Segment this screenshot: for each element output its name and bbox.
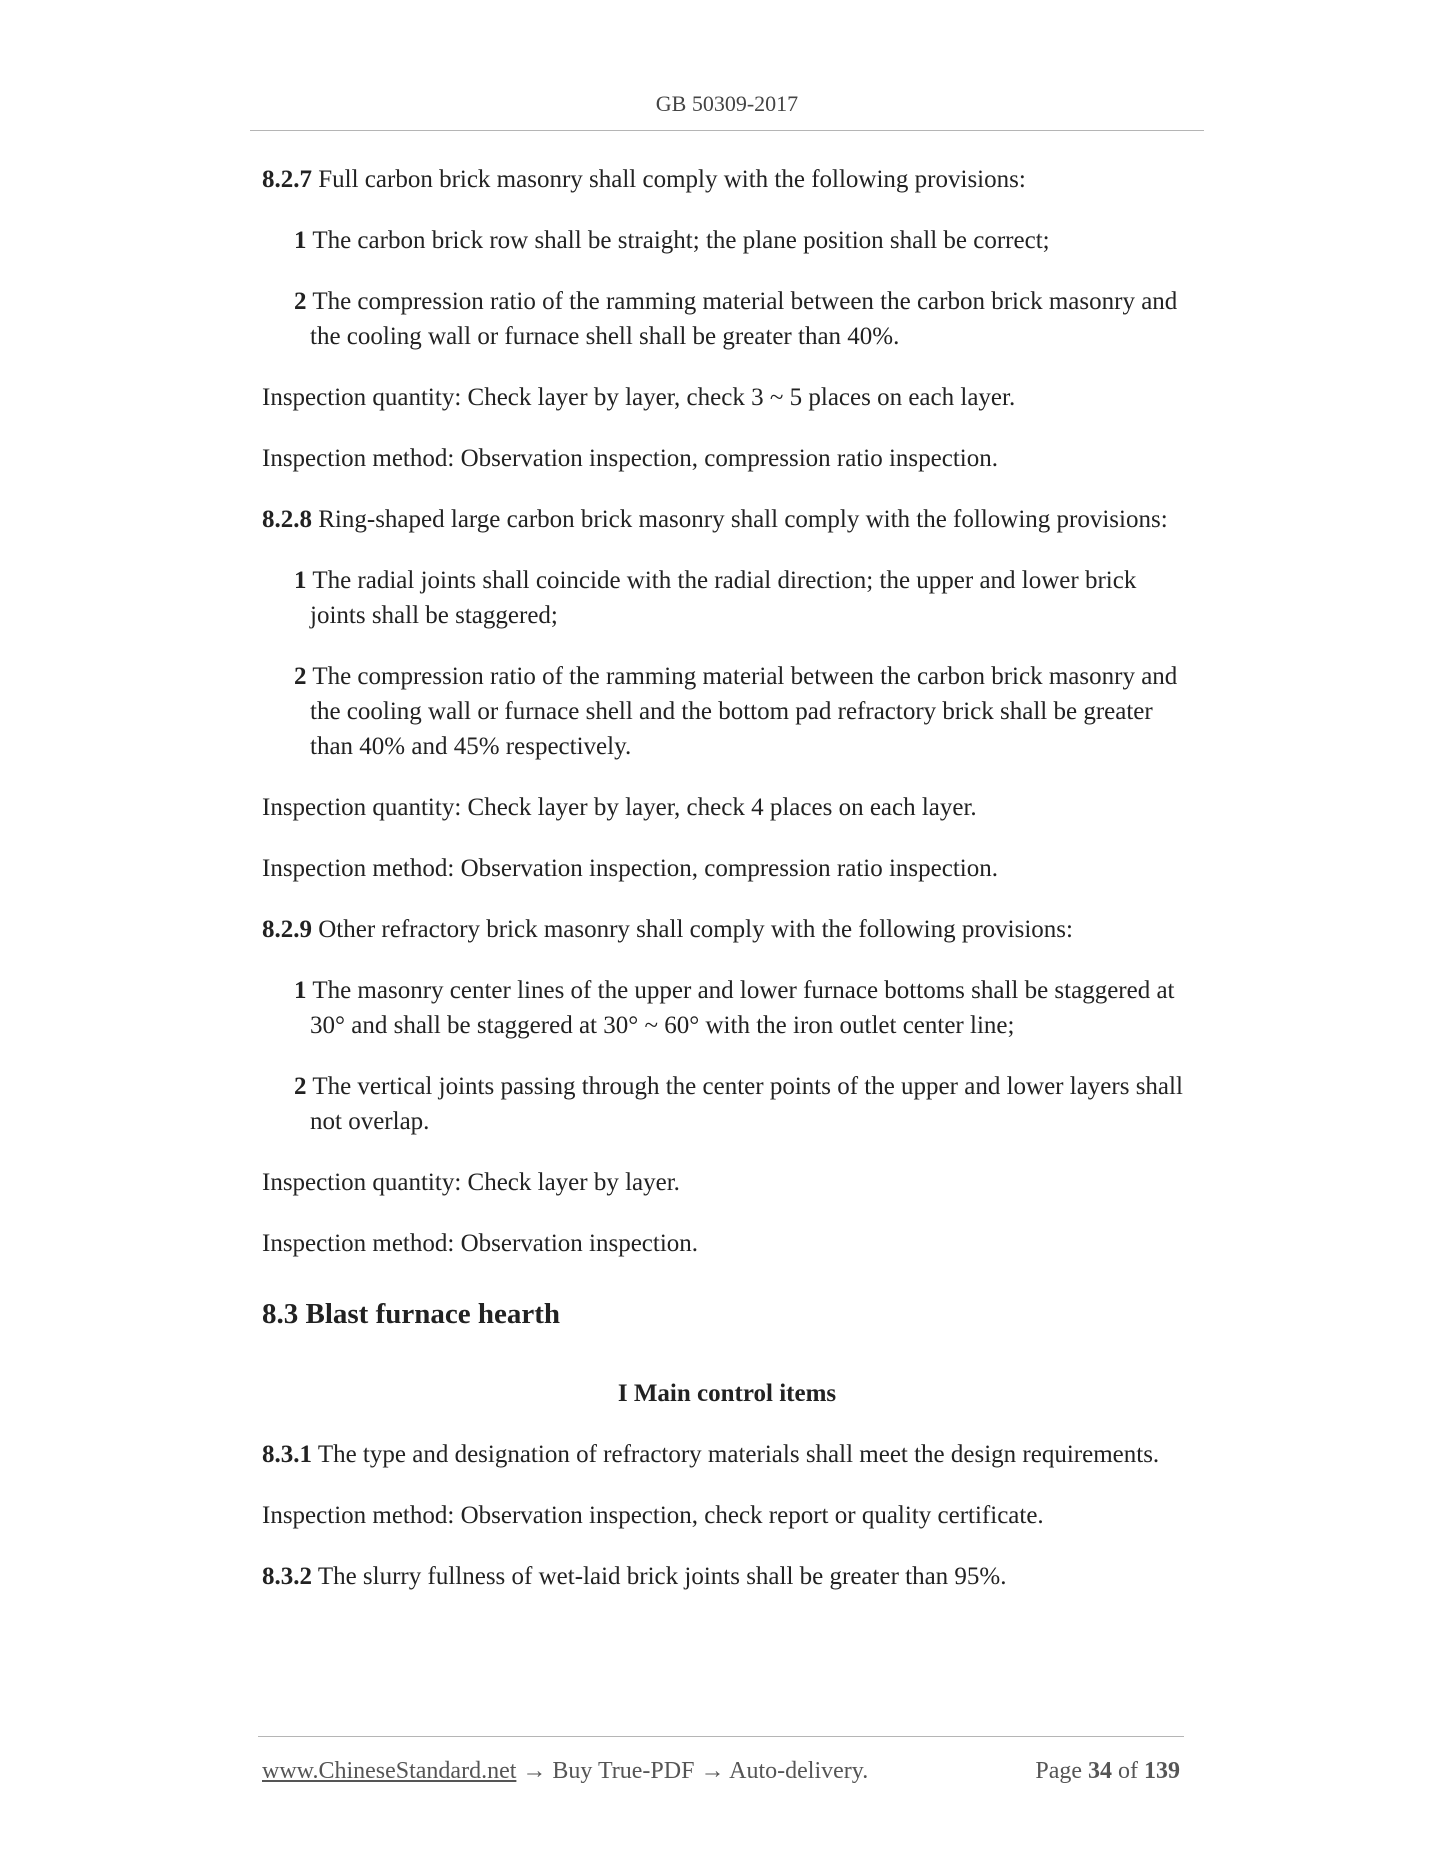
clause-8-3-1	[262, 1437, 1192, 1472]
list-item	[262, 973, 1192, 1043]
clause-8-2-9	[262, 912, 1192, 947]
section-heading: 8.3 Blast furnace hearth	[262, 1298, 561, 1330]
item-text: The masonry center lines of the upper and lower furnace bottoms shall be staggered at 30° and shall be staggered at 30° ~ 60° with the iron outlet center line;	[310, 977, 1175, 1039]
page-footer	[262, 1754, 1180, 1789]
item-number: 2	[294, 663, 307, 690]
arrow-right-icon: →	[522, 1758, 547, 1784]
clause-number: 8.3.1	[262, 1441, 312, 1468]
item-number: 2	[294, 288, 307, 315]
page-header: GB 50309-2017	[655, 91, 799, 116]
clause-number: 8.2.7	[262, 166, 312, 193]
item-text: The compression ratio of the ramming material between the carbon brick masonry and the cooling wall or furnace shell and the bottom pad refractory brick shall be greater than 40% and 45% respectively.	[310, 663, 1178, 760]
header-divider	[250, 130, 1204, 131]
list-item	[262, 223, 1192, 258]
clause-text: Ring-shaped large carbon brick masonry shall comply with the following provisions:	[318, 506, 1168, 533]
item-number: 2	[294, 1073, 307, 1100]
inspection-method: Inspection method: Observation inspection, compression ratio inspection.	[262, 855, 998, 882]
footer-divider	[258, 1736, 1184, 1737]
clause-8-2-7	[262, 162, 1192, 197]
inspection-quantity: Inspection quantity: Check layer by layer, check 3 ~ 5 places on each layer.	[262, 384, 1016, 411]
subsection-heading: I Main control items	[617, 1380, 837, 1407]
page-label: Page	[1035, 1758, 1082, 1784]
clause-text: The type and designation of refractory materials shall meet the design requirements.	[317, 1441, 1160, 1468]
clause-number: 8.2.8	[262, 506, 312, 533]
list-item	[262, 659, 1192, 764]
clause-number: 8.3.2	[262, 1563, 312, 1590]
inspection-method: Inspection method: Observation inspection.	[262, 1230, 699, 1257]
current-page: 34	[1088, 1758, 1112, 1784]
arrow-right-icon: →	[700, 1758, 725, 1784]
list-item	[262, 284, 1192, 354]
clause-8-2-8	[262, 502, 1192, 537]
clause-8-3-2	[262, 1559, 1192, 1594]
item-number: 1	[294, 227, 307, 254]
clause-text: The slurry fullness of wet-laid brick joints shall be greater than 95%.	[317, 1563, 1007, 1590]
inspection-quantity: Inspection quantity: Check layer by layer.	[262, 1169, 680, 1196]
inspection-quantity: Inspection quantity: Check layer by layer, check 4 places on each layer.	[262, 794, 977, 821]
clause-text: Other refractory brick masonry shall comply with the following provisions:	[318, 916, 1073, 943]
clause-text: Full carbon brick masonry shall comply with the following provisions:	[318, 166, 1026, 193]
total-pages: 139	[1144, 1758, 1180, 1784]
item-number: 1	[294, 567, 307, 594]
buy-text: Buy True-PDF	[552, 1758, 695, 1784]
item-text: The vertical joints passing through the center points of the upper and lower layers shall not overlap.	[310, 1073, 1183, 1135]
page-indicator	[1035, 1754, 1180, 1789]
item-text: The carbon brick row shall be straight; the plane position shall be correct;	[312, 227, 1050, 254]
website-link[interactable]: www.ChineseStandard.net	[262, 1758, 517, 1784]
of-label: of	[1118, 1758, 1138, 1784]
item-text: The radial joints shall coincide with the radial direction; the upper and lower brick joints shall be staggered;	[310, 567, 1137, 629]
delivery-text: Auto-delivery.	[729, 1758, 869, 1784]
list-item	[262, 1069, 1192, 1139]
inspection-method: Inspection method: Observation inspection, compression ratio inspection.	[262, 445, 998, 472]
item-text: The compression ratio of the ramming material between the carbon brick masonry and the cooling wall or furnace shell shall be greater than 40%.	[310, 288, 1178, 350]
clause-number: 8.2.9	[262, 916, 312, 943]
list-item	[262, 563, 1192, 633]
page-content	[262, 162, 1192, 1620]
item-number: 1	[294, 977, 307, 1004]
inspection-method: Inspection method: Observation inspection, check report or quality certificate.	[262, 1502, 1044, 1529]
